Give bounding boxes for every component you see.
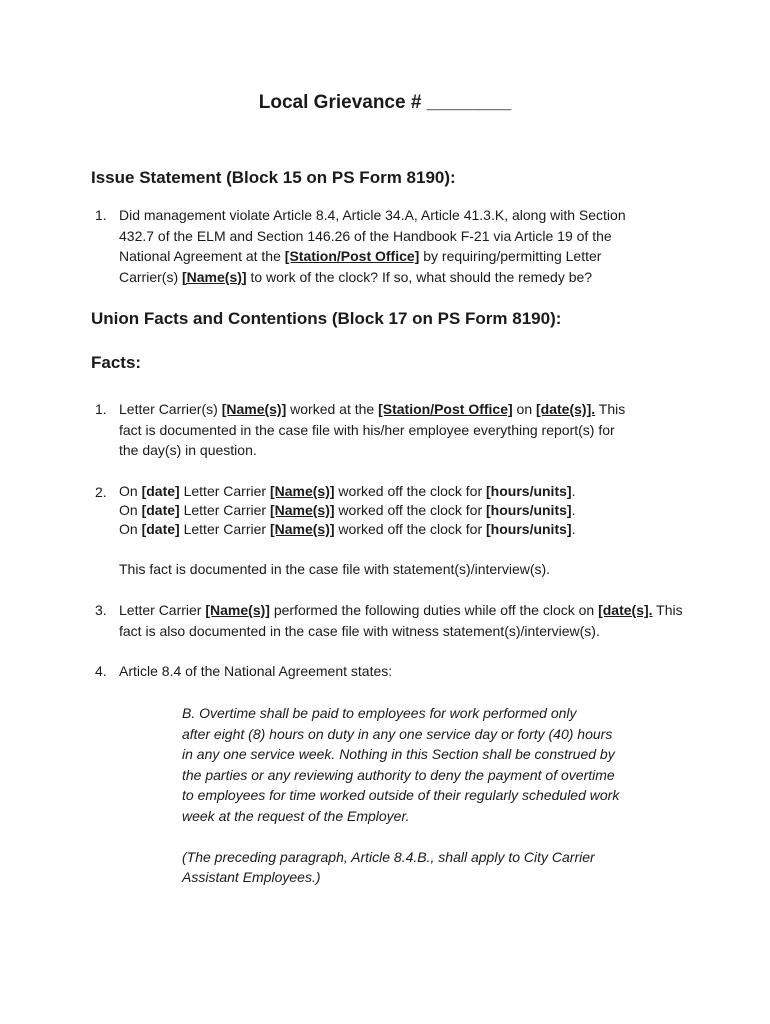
fact-item-4 [95, 661, 745, 682]
fact-item-1 [95, 399, 745, 461]
hours-placeholder: [hours/units] [486, 483, 572, 499]
issue-line-1: Did management violate Article 8.4, Article 34.A, Article 41.3.K, along with Section [119, 207, 626, 223]
list-number: 1. [95, 207, 107, 223]
fact-item-2 [95, 482, 745, 539]
quote-line-6: week at the request of the Employer. [182, 807, 410, 824]
facts-heading: Facts: [91, 353, 142, 372]
station-placeholder: [Station/Post Office] [378, 401, 513, 417]
fact-4-text: Article 8.4 of the National Agreement states: [119, 663, 393, 679]
name-placeholder: [Name(s)] [182, 268, 247, 285]
fact-2-line-1: On [date] Letter Carrier [Name(s)] worked off the clock for [hours/units]. [119, 483, 576, 499]
date-placeholder: [date(s)]. [536, 401, 596, 417]
list-number: 1. [95, 401, 107, 417]
fact-3-line-2: fact is also documented in the case file with witness statement(s)/interview(s). [119, 622, 600, 639]
page-title: Local Grievance # ________ [258, 92, 512, 113]
name-placeholder: [Name(s)] [269, 502, 335, 518]
date-placeholder: [date(s]. [598, 602, 653, 618]
fact-1-line-3: the day(s) in question. [119, 442, 257, 458]
quote-line-4: the parties or any reviewing authority to deny the payment of overtime [182, 766, 615, 783]
date-placeholder: [date] [141, 521, 180, 537]
hours-placeholder: [hours/units] [486, 521, 572, 537]
quote-para2-line-2: Assistant Employees.) [182, 869, 321, 885]
issue-statement-heading: Issue Statement (Block 15 on PS Form 8190): [91, 168, 456, 187]
union-facts-heading: Union Facts and Contentions (Block 17 on PS Form 8190): [91, 309, 562, 328]
fact-1-line-1: Letter Carrier(s) [Name(s)] worked at the [Station/Post Office] on [date(s)]. This [119, 401, 626, 417]
list-number: 2. [95, 484, 107, 500]
name-placeholder: [Name(s)] [205, 602, 270, 618]
name-placeholder: [Name(s)] [269, 483, 335, 499]
date-placeholder: [date] [141, 502, 180, 518]
name-placeholder: [Name(s)] [269, 521, 335, 537]
quote-line-2: after eight (8) hours on duty in any one service day or forty (40) hours [182, 725, 613, 742]
issue-line-3: National Agreement at the [Station/Post Office] by requiring/permitting Letter [119, 248, 602, 264]
list-number: 3. [95, 602, 107, 618]
fact-1-line-2: fact is documented in the case file with his/her employee everything report(s) for [119, 421, 615, 438]
fact-2-line-3: On [date] Letter Carrier [Name(s)] worked off the clock for [hours/units]. [119, 521, 576, 537]
quote-line-1: B. Overtime shall be paid to employees for work performed only [182, 705, 577, 721]
issue-line-4: Carrier(s) [Name(s)] to work of the clock? If so, what should the remedy be? [119, 268, 593, 285]
hours-placeholder: [hours/units] [486, 502, 572, 518]
name-placeholder: [Name(s)] [221, 401, 287, 417]
quote-line-3: in any one service week. Nothing in this Section shall be construed by [182, 746, 615, 762]
quote-line-5: to employees for time worked outside of their regularly scheduled work [182, 787, 620, 803]
article-quote [182, 703, 702, 888]
fact-3-line-1: Letter Carrier [Name(s)] performed the following duties while off the clock on [date(s]. This [119, 602, 683, 618]
issue-line-2: 432.7 of the ELM and Section 146.26 of the Handbook F-21 via Article 19 of the [119, 227, 612, 244]
station-placeholder: [Station/Post Office] [284, 248, 420, 264]
fact-2-documentation [95, 559, 745, 580]
fact-item-3 [95, 600, 745, 641]
list-number: 4. [95, 663, 107, 679]
date-placeholder: [date] [141, 483, 180, 499]
fact-2-line-2: On [date] Letter Carrier [Name(s)] worked off the clock for [hours/units]. [119, 502, 576, 518]
fact-2-doc-text: This fact is documented in the case file with statement(s)/interview(s). [119, 561, 551, 577]
issue-item-1 [95, 205, 745, 287]
quote-para2-line-1: (The preceding paragraph, Article 8.4.B., shall apply to City Carrier [182, 848, 595, 865]
